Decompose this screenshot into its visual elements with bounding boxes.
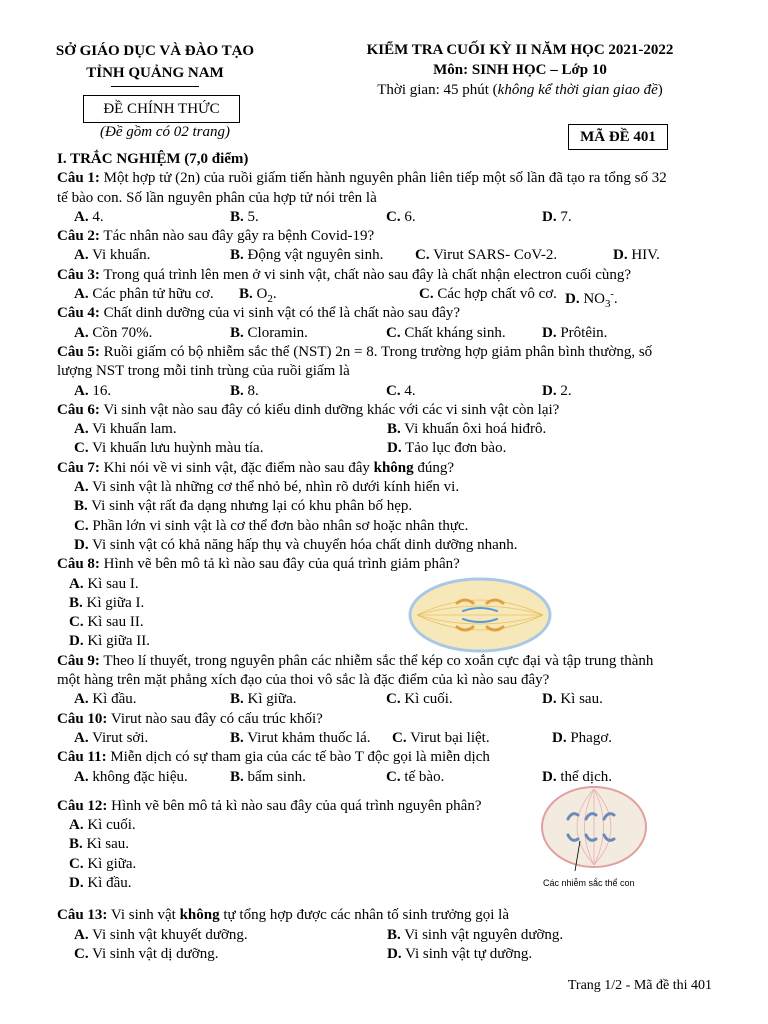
- q3-option-b[interactable]: B. $O_2$.: [239, 286, 277, 306]
- q9-option-a[interactable]: A. Kì đầu.: [74, 691, 137, 708]
- question-5: Câu 5: Ruồi giấm có bộ nhiễm sắc thể (NST) 2n = 8. Trong trường hợp giảm phân bình thường, số: [57, 343, 653, 360]
- q8-option-a[interactable]: A. Kì sau I.: [69, 575, 139, 592]
- exam-code-box: MÃ ĐỀ 401: [568, 124, 668, 150]
- question-12: Câu 12: Hình vẽ bên mô tả kì nào sau đây của quá trình nguyên phân?: [57, 797, 482, 814]
- q12-option-b[interactable]: B. Kì sau.: [69, 836, 130, 853]
- q6-option-c[interactable]: C. Vi khuẩn lưu huỳnh màu tía.: [74, 440, 264, 457]
- dept-line2: TỈNH QUẢNG NAM: [86, 65, 224, 81]
- q7-option-c[interactable]: C. Phần lớn vi sinh vật là cơ thể đơn bào nhân sơ hoặc nhân thực.: [74, 517, 469, 534]
- dept-underline: [111, 86, 199, 87]
- page-footer: Trang 1/2 - Mã đề thi 401: [567, 978, 712, 993]
- question-9-cont: một hàng trên mặt phẳng xích đạo của thoi vô sắc là đặc điểm của kì nào sau đây?: [57, 672, 550, 689]
- q10-option-b[interactable]: B. Virut khảm thuốc lá.: [230, 729, 371, 746]
- q6-option-a[interactable]: A. Vi khuẩn lam.: [74, 421, 177, 438]
- q5-option-d[interactable]: D. 2.: [542, 382, 572, 399]
- q11-options: [57, 768, 723, 787]
- q8-option-c[interactable]: C. Kì sau II.: [69, 614, 144, 631]
- q13-option-b[interactable]: B. Vi sinh vật nguyên dưỡng.: [387, 926, 564, 943]
- q2-option-a[interactable]: A. Vi khuẩn.: [74, 247, 151, 264]
- official-badge: ĐỀ CHÍNH THỨC: [83, 95, 240, 123]
- q2-option-b[interactable]: B. Động vật nguyên sinh.: [230, 247, 384, 264]
- q11-option-d[interactable]: D. thể dịch.: [542, 768, 612, 785]
- q1-option-a[interactable]: A. 4.: [74, 208, 104, 225]
- q6-options-cd: [57, 439, 723, 458]
- q10-option-a[interactable]: A. Virut sởi.: [74, 729, 149, 746]
- q7-option-a[interactable]: A. Vi sinh vật là những cơ thể nhỏ bé, nhìn rõ dưới kính hiển vi.: [74, 479, 460, 496]
- question-6: Câu 6: Vi sinh vật nào sau đây có kiểu dinh dưỡng khác với các vi sinh vật còn lại?: [57, 401, 560, 418]
- q2-option-d[interactable]: D. HIV.: [613, 247, 660, 264]
- question-3: Câu 3: Trong quá trình lên men ở vi sinh vật, chất nào sau đây là chất nhận electron cuối cùng?: [57, 266, 632, 283]
- q8-option-d[interactable]: D. Kì giữa II.: [69, 633, 151, 650]
- q4-option-d[interactable]: D. Prôtêin.: [542, 324, 608, 341]
- question-11: Câu 11: Miễn dịch có sự tham gia của các tế bào T độc gọi là miễn dịch: [57, 749, 490, 766]
- q12-option-d[interactable]: D. Kì đầu.: [69, 874, 132, 891]
- q11-option-c[interactable]: C. tế bào.: [386, 768, 445, 785]
- q12-cell-figure: [540, 785, 648, 877]
- q12-option-c[interactable]: C. Kì giữa.: [69, 855, 137, 872]
- question-4: Câu 4: Chất dinh dưỡng của vi sinh vật có thể là chất nào sau đây?: [57, 305, 461, 322]
- q8-option-b[interactable]: B. Kì giữa I.: [69, 594, 145, 611]
- q1-option-d[interactable]: D. 7.: [542, 208, 572, 225]
- q7-option-b[interactable]: B. Vi sinh vật rất đa dạng nhưng lại có khu phân bố hẹp.: [74, 498, 413, 515]
- q10-option-d[interactable]: D. Phagơ.: [552, 729, 613, 746]
- question-5-cont: lượng NST trong mỗi tinh trùng của ruồi giấm là: [57, 363, 350, 380]
- q9-option-b[interactable]: B. Kì giữa.: [230, 691, 297, 708]
- q1-option-b[interactable]: B. 5.: [230, 208, 259, 225]
- question-9: Câu 9: Theo lí thuyết, trong nguyên phân các nhiễm sắc thể kép co xoắn cực đại và tập trung thành: [57, 652, 654, 669]
- q2-option-c[interactable]: C. Virut SARS- CoV-2.: [415, 247, 558, 264]
- q2-options: [57, 246, 723, 265]
- q4-options: [57, 324, 723, 343]
- q9-options: [57, 690, 723, 709]
- header-department: [40, 40, 270, 87]
- exam-title: KIỂM TRA CUỐI KỲ II NĂM HỌC 2021-2022: [366, 42, 674, 58]
- q12-figure-caption: Các nhiễm sắc thể con: [543, 878, 635, 888]
- dept-line1: SỞ GIÁO DỤC VÀ ĐÀO TẠO: [55, 43, 255, 59]
- q13-option-a[interactable]: A. Vi sinh vật khuyết dưỡng.: [74, 926, 248, 943]
- exam-time: Thời gian: 45 phút (không kể thời gian giao đề): [377, 82, 663, 98]
- question-13: Câu 13: Vi sinh vật không tự tổng hợp được các nhân tố sinh trưởng gọi là: [57, 907, 510, 924]
- question-7: Câu 7: Khi nói về vi sinh vật, đặc điểm nào sau đây không đúng?: [57, 459, 455, 476]
- q5-option-b[interactable]: B. 8.: [230, 382, 259, 399]
- q6-option-d[interactable]: D. Tảo lục đơn bào.: [387, 440, 507, 457]
- q9-option-c[interactable]: C. Kì cuối.: [386, 691, 453, 708]
- q10-options: [57, 729, 723, 748]
- section-title: I. TRẮC NGHIỆM (7,0 điểm): [57, 151, 249, 167]
- header-exam-info: [300, 40, 740, 100]
- q13-options-cd: [57, 945, 723, 964]
- q13-option-d[interactable]: D. Vi sinh vật tự dưỡng.: [387, 945, 533, 962]
- q1-options: [57, 208, 723, 227]
- q13-option-c[interactable]: C. Vi sinh vật dị dưỡng.: [74, 945, 219, 962]
- q4-option-a[interactable]: A. Cồn 70%.: [74, 324, 153, 341]
- q7-option-d[interactable]: D. Vi sinh vật có khả năng hấp thụ và chuyển hóa chất dinh dưỡng nhanh.: [74, 536, 518, 553]
- q3-option-d[interactable]: D. $NO_3^-$.: [565, 289, 618, 311]
- q12-option-a[interactable]: A. Kì cuối.: [69, 817, 136, 834]
- question-1: Câu 1: Một hợp tử (2n) của ruồi giấm tiến hành nguyên phân liên tiếp một số lần đã tạo ra tổng số 32: [57, 170, 667, 187]
- q3-option-a[interactable]: A. Các phân tử hữu cơ.: [74, 286, 214, 303]
- question-10: Câu 10: Virut nào sau đây có cấu trúc khối?: [57, 710, 323, 727]
- q11-option-a[interactable]: A. không đặc hiệu.: [74, 768, 188, 785]
- q13-options-ab: [57, 926, 723, 945]
- q3-option-c[interactable]: C. Các hợp chất vô cơ.: [419, 286, 557, 303]
- q4-option-b[interactable]: B. Cloramin.: [230, 324, 308, 341]
- q8-cell-figure: [405, 575, 555, 655]
- pages-note: (Đề gồm có 02 trang): [100, 124, 230, 140]
- q6-options-ab: [57, 420, 723, 439]
- q11-option-b[interactable]: B. bẩm sinh.: [230, 768, 306, 785]
- exam-subject: Môn: SINH HỌC – Lớp 10: [433, 62, 607, 78]
- q3-options: [57, 285, 723, 311]
- q9-option-d[interactable]: D. Kì sau.: [542, 691, 603, 708]
- q6-option-b[interactable]: B. Vi khuẩn ôxi hoá hiđrô.: [387, 421, 547, 438]
- q4-option-c[interactable]: C. Chất kháng sinh.: [386, 324, 506, 341]
- q10-option-c[interactable]: C. Virut bại liệt.: [392, 729, 490, 746]
- q5-option-c[interactable]: C. 4.: [386, 382, 416, 399]
- q5-option-a[interactable]: A. 16.: [74, 382, 112, 399]
- question-2: Câu 2: Tác nhân nào sau đây gây ra bệnh Covid-19?: [57, 228, 375, 245]
- question-1-cont: tế bào con. Số lần nguyên phân của hợp tử nói trên là: [57, 189, 377, 206]
- q5-options: [57, 382, 723, 401]
- question-8: Câu 8: Hình vẽ bên mô tả kì nào sau đây của quá trình giảm phân?: [57, 556, 460, 573]
- q1-option-c[interactable]: C. 6.: [386, 208, 416, 225]
